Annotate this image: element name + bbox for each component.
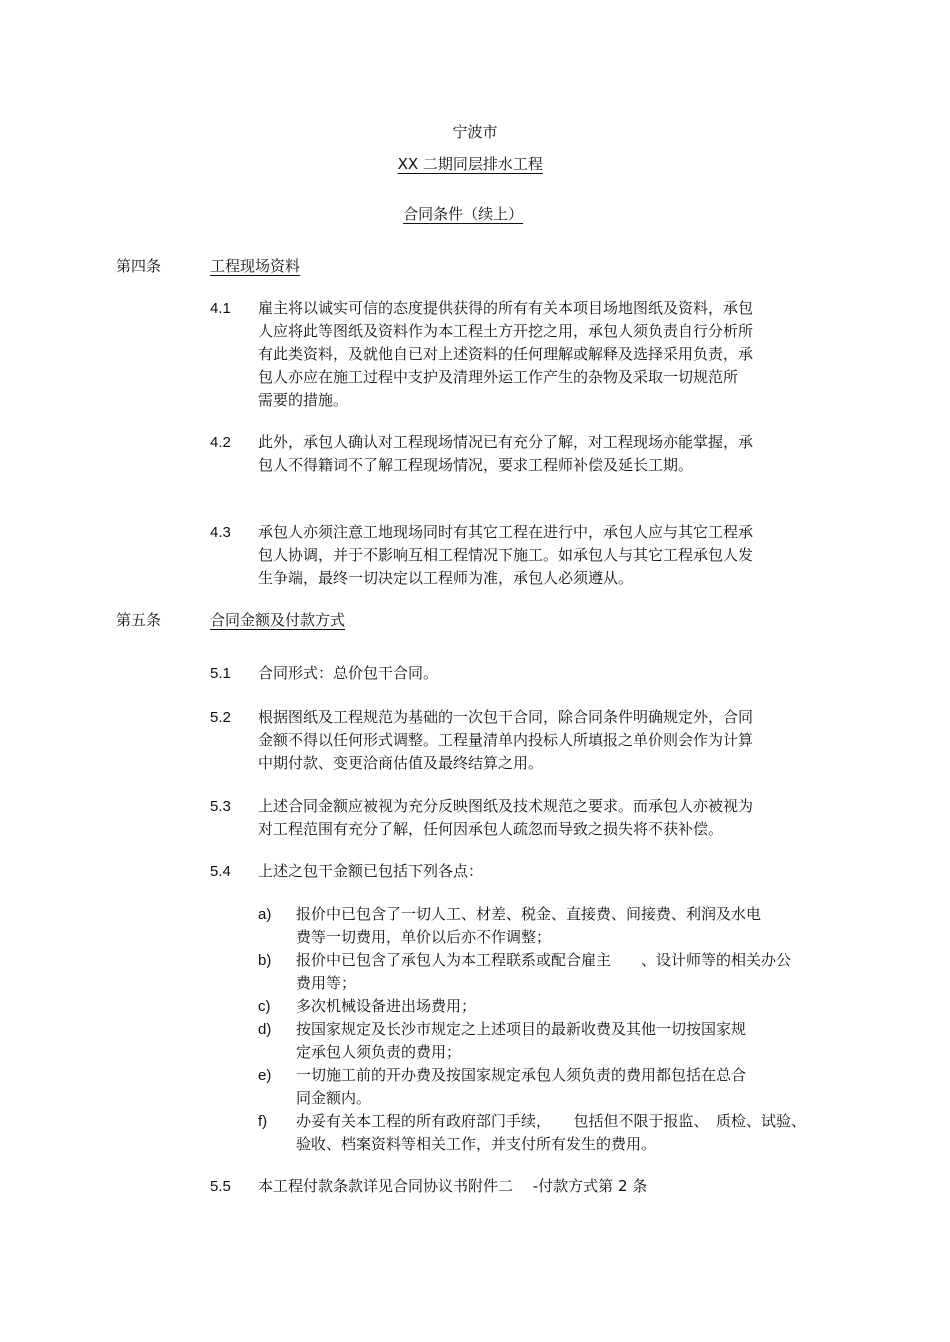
text-line: 报价中已包含了承包人为本工程联系或配合雇主 、设计师等的相关办公: [296, 951, 792, 969]
clause-4-2-text: [258, 431, 798, 477]
item-b-letter: b): [258, 952, 272, 969]
text-line: 包人亦应在施工过程中支护及清理外运工作产生的杂物及采取一切规范所: [258, 368, 739, 386]
clause-5-2-text: [258, 706, 798, 775]
article-4-title: [210, 255, 310, 278]
item-b-text: [296, 949, 791, 995]
text-line: 有此类资料，及就他自已对上述资料的任何理解或解释及选择采用负责，承: [258, 345, 754, 363]
clause-5-3-number: 5.3: [210, 798, 231, 815]
text-line: 合同形式：总价包干合同。: [258, 664, 439, 682]
item-a-text: [296, 903, 761, 949]
text-line: 承包人亦须注意工地现场同时有其它工程在进行中，承包人应与其它工程承: [258, 523, 754, 541]
text-line: 生争端，最终一切决定以工程师为准，承包人必须遵从。: [258, 569, 634, 587]
contract-subtitle: [0, 203, 950, 226]
clause-5-5-number: 5.5: [210, 1178, 231, 1195]
text-line: 此外，承包人确认对工程现场情况已有充分了解，对工程现场亦能掌握，承: [258, 433, 754, 451]
article-5-title-text: 合同金额及付款方式: [210, 611, 346, 629]
clause-5-1-number: 5.1: [210, 665, 231, 682]
text-line: 金额不得以任何形式调整。工程量清单内投标人所填报之单价则会作为计算: [258, 731, 754, 749]
text-line: 按国家规定及长沙市规定之上述项目的最新收费及其他一切按国家规: [296, 1020, 747, 1038]
clause-4-1-number: 4.1: [210, 300, 231, 317]
clause-5-2-number: 5.2: [210, 709, 231, 726]
text-line: 一切施工前的开办费及按国家规定承包人须负责的费用都包括在总合: [296, 1066, 747, 1084]
project-title-text: XX 二期同层排水工程: [397, 155, 543, 173]
article-4-title-text: 工程现场资料: [210, 257, 301, 275]
clause-5-1-text: [258, 662, 798, 685]
text-line: 同金额内。: [296, 1089, 372, 1107]
text-line: 费用等；: [296, 974, 357, 992]
item-d-letter: d): [258, 1021, 272, 1038]
clause-5-4-number: 5.4: [210, 863, 231, 880]
text-line: 办妥有关本工程的所有政府部门手续， 包括但不限于报监、 质检、试验、: [296, 1112, 807, 1130]
project-title: [0, 153, 950, 176]
text-line: 报价中已包含了一切人工、材差、税金、直接费、间接费、利润及水电: [296, 905, 762, 923]
text-line: 包人不得籍词不了解工程现场情况，要求工程师补偿及延长工期。: [258, 456, 694, 474]
text-line: 根据图纸及工程规范为基础的一次包干合同，除合同条件明确规定外，合同: [258, 708, 754, 726]
text-line: 人应将此等图纸及资料作为本工程土方开挖之用，承包人须负责自行分析所: [258, 322, 754, 340]
text-line: 包人协调，并于不影响互相工程情况下施工。如承包人与其它工程承包人发: [258, 546, 754, 564]
item-e-letter: e): [258, 1067, 272, 1084]
text-line: 费等一切费用，单价以后亦不作调整；: [296, 928, 552, 946]
text-line: 验收、档案资料等相关工作，并支付所有发生的费用。: [296, 1135, 657, 1153]
text-line: 多次机械设备进出场费用；: [296, 997, 477, 1015]
text-line: 需要的措施。: [258, 391, 349, 409]
text-line: 对工程范围有充分了解，任何因承包人疏忽而导致之损失将不获补偿。: [258, 820, 724, 838]
clause-4-1-text: [258, 297, 798, 412]
contract-subtitle-text: 合同条件（续上）: [403, 205, 524, 223]
text-line: 中期付款、变更洽商估值及最终结算之用。: [258, 754, 544, 772]
item-f-letter: f): [258, 1113, 268, 1130]
item-c-text: [296, 995, 476, 1018]
item-a-letter: a): [258, 906, 272, 923]
text-line: 上述合同金额应被视为充分反映图纸及技术规范之要求。而承包人亦被视为: [258, 797, 754, 815]
text-line: 本工程付款条款详见合同协议书附件二 -付款方式第 2 条: [258, 1177, 648, 1195]
text-line: 雇主将以诚实可信的态度提供获得的所有有关本项目场地图纸及资料，承包: [258, 299, 754, 317]
item-d-text: [296, 1018, 746, 1064]
article-5-number: 第五条: [116, 611, 162, 629]
clause-4-3-text: [258, 521, 798, 590]
city-heading: 宁波市: [452, 123, 498, 141]
clause-4-2-number: 4.2: [210, 434, 231, 451]
item-e-text: [296, 1064, 746, 1110]
article-5-title: [210, 609, 355, 632]
clause-5-3-text: [258, 795, 798, 841]
item-f-text: [296, 1110, 806, 1156]
text-line: 上述之包干金额已包括下列各点：: [258, 862, 484, 880]
clause-4-3-number: 4.3: [210, 524, 231, 541]
item-c-letter: c): [258, 998, 271, 1015]
clause-5-5-text: [258, 1175, 798, 1198]
article-4-number: 第四条: [116, 257, 162, 275]
text-line: 定承包人须负责的费用；: [296, 1043, 462, 1061]
clause-5-4-text: [258, 860, 798, 883]
